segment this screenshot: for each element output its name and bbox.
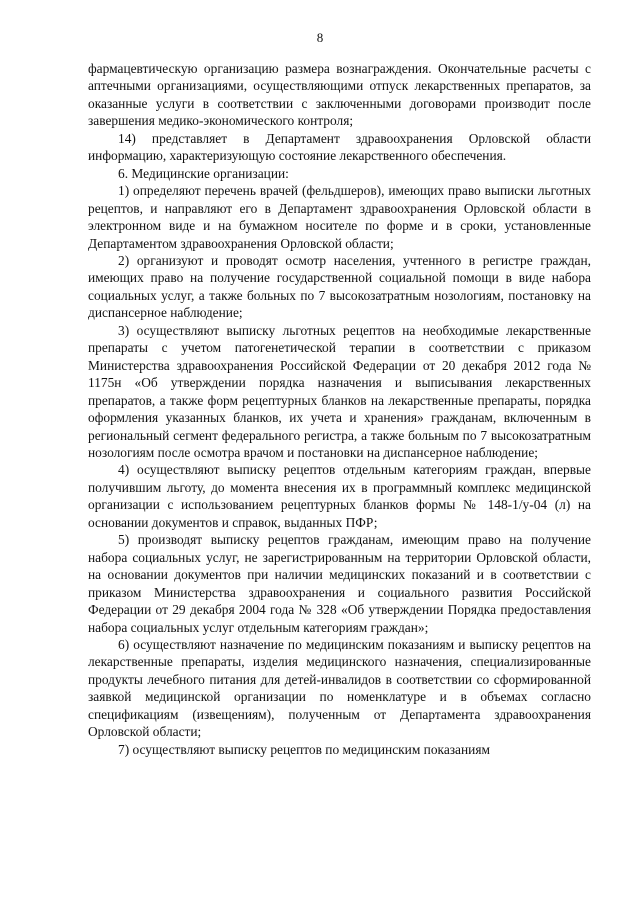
paragraph-item-2: 2) организуют и проводят осмотр населения, учтенного в регистре граждан, имеющих право на получение государственной социальной помощи в виде набора социальных услуг, а также больных по 7 высокозатратным нозологиям, постановку на диспансерное наблюдение; xyxy=(88,252,591,321)
paragraph-item-5: 5) производят выписку рецептов гражданам, имеющим право на получение набора социальных услуг, не зарегистрированным на территории Орловской области, на основании документов при наличии медицинских показаний и в соответствии с приказом Министерства здравоохранения и социального развития Российской Федерации от 29 декабря 2004 года № 328 «Об утверждении Порядка предоставления набора социальных услуг отдельным категориям граждан»; xyxy=(88,532,591,635)
page-number: 8 xyxy=(316,30,324,45)
paragraph-item-6: 6) осуществляют назначение по медицинским показаниям и выписку рецептов на лекарственные препараты, изделия медицинского назначения, специализированные продукты лечебного питания для детей-инвалидов в соответствии со сформированной заявкой медицинской организации по номенклатуре и в объемах согласно спецификациям (извещениям), полученным от Департамента здравоохранения Орловской области; xyxy=(88,636,591,740)
section-heading-6: 6. Медицинские организации: xyxy=(118,165,289,181)
paragraph-item-4: 4) осуществляют выписку рецептов отдельным категориям граждан, впервые получившим льготу, до момента внесения их в программный комплекс медицинской организации с использованием рецептурных бланков формы № 148-1/у-04 (л) на основании документов и справок, выданных ПФР; xyxy=(88,462,591,530)
paragraph-item-3: 3) осуществляют выписку льготных рецептов на необходимые лекарственные препараты с учетом патогенетической терапии в соответствии с приказом Министерства здравоохранения Российской Федерации от 20 декабря 2012 года № 1175н «Об утверждении порядка назначения и выписывания лекарственных препаратов, а также форм рецептурных бланков на лекарственные препараты, порядка оформления указанных бланков, их учета и хранения» гражданам, включенным в региональный сегмент федерального регистра, а также больным по 7 высокозатратным нозологиям после осмотра врачом и постановки на диспансерное наблюдение; xyxy=(88,322,591,460)
paragraph-continuation: фармацевтическую организацию размера вознаграждения. Окончательные расчеты с аптечными организациями, осуществляющими отпуск лекарственных препаратов, за оказанные услуги в соответствии с заключенными договорами производит после завершения медико-экономического контроля; xyxy=(88,61,591,129)
document-body xyxy=(88,60,591,758)
paragraph-item-7: 7) осуществляют выписку рецептов по медицинским показаниям xyxy=(118,741,490,757)
paragraph-item-1: 1) определяют перечень врачей (фельдшеров), имеющих право выписки льготных рецептов, и направляют его в Департамент здравоохранения Орловской области в электронном виде и на бумажном носителе по форме и в сроки, установленные Департаментом здравоохранения Орловской области; xyxy=(88,183,591,251)
paragraph-item-14: 14) представляет в Департамент здравоохранения Орловской области информацию, характеризующую состояние лекарственного обеспечения. xyxy=(88,130,591,164)
